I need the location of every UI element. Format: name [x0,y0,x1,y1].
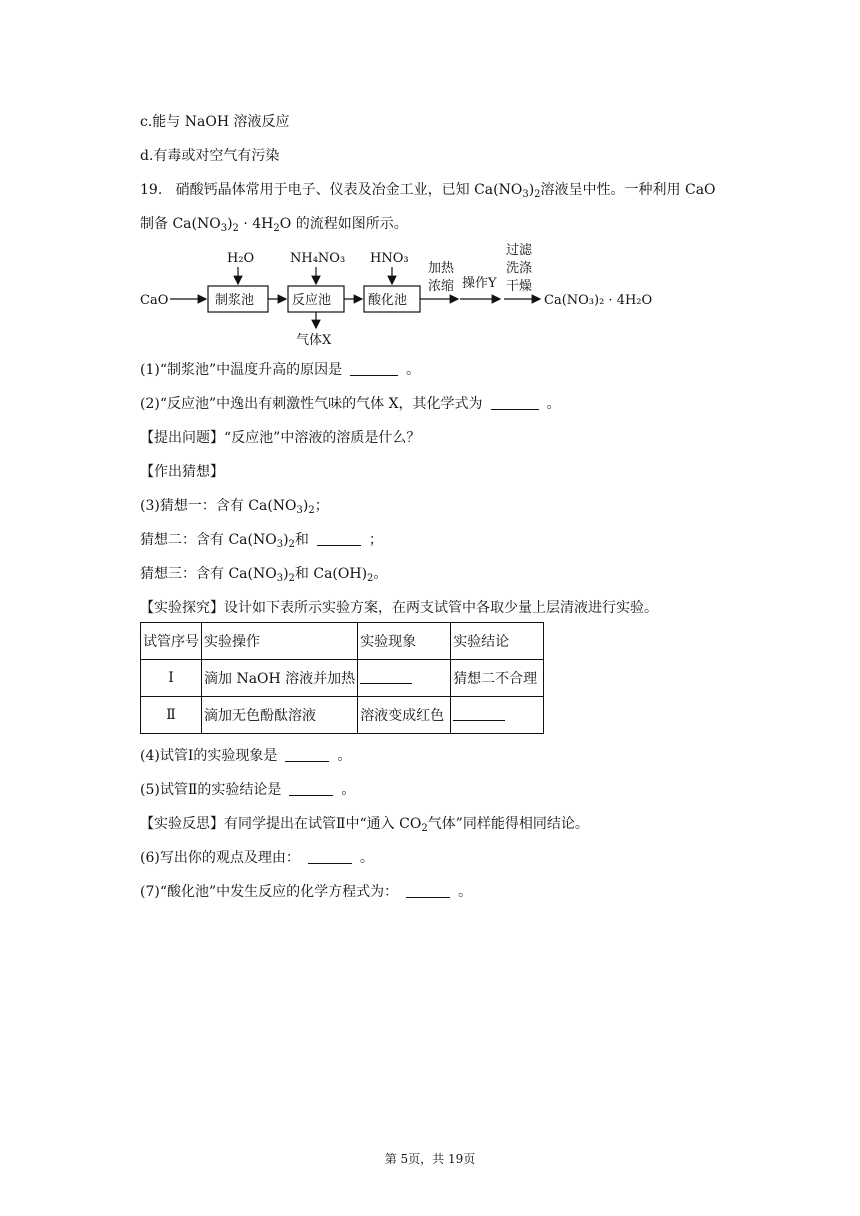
hypothesis-heading: 【作出猜想】 [140,464,224,480]
page-footer: 第 5页，共 19页 [384,1152,476,1166]
flow-step3-c: 干燥 [506,279,533,294]
hypothesis-1: (3)猜想一：含有 $Ca(NO_3)_2$； [140,498,329,516]
flow-input-2: NH₄NO₃ [290,251,346,266]
flow-step3-a: 过滤 [506,243,533,258]
answer-blank-5[interactable] [289,781,333,796]
table-row [141,697,544,734]
raise-question: 【提出问题】“反应池”中溶液的溶质是什么？ [140,430,421,446]
flow-step3-b: 洗涤 [506,261,533,276]
answer-blank-1[interactable] [350,361,398,376]
table-cell: 猜想二不合理 [451,660,544,697]
flow-box-2-label: 反应池 [292,293,332,308]
reflection: 【实验反思】有同学提出在试管Ⅱ中“通入 $CO_2$气体”同样能得相同结论。 [140,816,589,834]
process-flow-diagram [140,242,660,350]
question-6: (6)写出你的观点及理由： 。 [140,850,374,866]
answer-blank-4[interactable] [285,747,329,762]
question-5: (5)试管Ⅱ的实验结论是 。 [140,782,356,798]
hypothesis-3: 猜想三：含有 $Ca(NO_3)_2$和 $Ca(OH)_2$。 [140,566,388,584]
answer-blank-7[interactable] [406,883,450,898]
table-cell [451,697,544,734]
answer-blank-2[interactable] [491,395,539,410]
flow-step1-a: 加热 [428,261,455,276]
table-row [141,660,544,697]
question-1: (1)“制浆池”中温度升高的原因是 。 [140,362,421,378]
option-d: d.有毒或对空气有污染 [140,148,280,164]
table-header-cell: 实验操作 [202,623,358,660]
flow-box-3-label: 酸化池 [368,293,408,308]
table-cell: Ⅰ [141,660,202,697]
answer-blank-6[interactable] [308,849,352,864]
table-header-cell: 实验结论 [451,623,544,660]
q19-intro-line1: 19. 硝酸钙晶体常用于电子、仪表及冶金工业，已知 $Ca(NO_3)_2$溶液呈中性。一种利用 CaO [140,182,716,200]
option-c: c.能与 NaOH 溶液反应 [140,114,290,130]
table-header-row [141,623,544,660]
table-cell: Ⅱ [141,697,202,734]
question-4: (4)试管Ⅰ的实验现象是 。 [140,748,352,764]
question-2: (2)“反应池”中逸出有刺激性气味的气体 X，其化学式为 。 [140,396,561,412]
flow-input-3: HNO₃ [370,251,409,266]
table-header-cell: 实验现象 [358,623,451,660]
question-7: (7)“酸化池”中发生反应的化学方程式为： 。 [140,884,473,900]
flow-input-1: H₂O [227,251,255,266]
table-cell: 滴加 NaOH 溶液并加热 [202,660,358,697]
flow-start: CaO [140,293,169,308]
table-header-cell: 试管序号 [141,623,202,660]
q19-intro-line2: 制备 $Ca(NO_3)_2 \cdot 4H_2O$ 的流程如图所示。 [140,216,408,234]
flow-box-1-label: 制浆池 [215,293,255,308]
table-cell: 溶液变成红色 [358,697,451,734]
hypothesis-2: 猜想二：含有 $Ca(NO_3)_2$和 ； [140,532,383,550]
flow-gas-output: 气体X [296,333,332,348]
flow-step2: 操作Y [462,276,497,291]
flow-step1-b: 浓缩 [428,279,455,294]
table-cell: 滴加无色酚酞溶液 [202,697,358,734]
flow-product: Ca(NO₃)₂ · 4H₂O [544,293,653,308]
question-number: 19. [140,182,163,198]
experiment-table [140,622,544,734]
answer-blank-phenomenon[interactable] [360,671,412,684]
experiment-intro: 【实验探究】设计如下表所示实验方案，在两支试管中各取少量上层清液进行实验。 [140,600,658,616]
table-cell [358,660,451,697]
answer-blank-3[interactable] [317,531,361,546]
answer-blank-conclusion[interactable] [453,708,505,721]
